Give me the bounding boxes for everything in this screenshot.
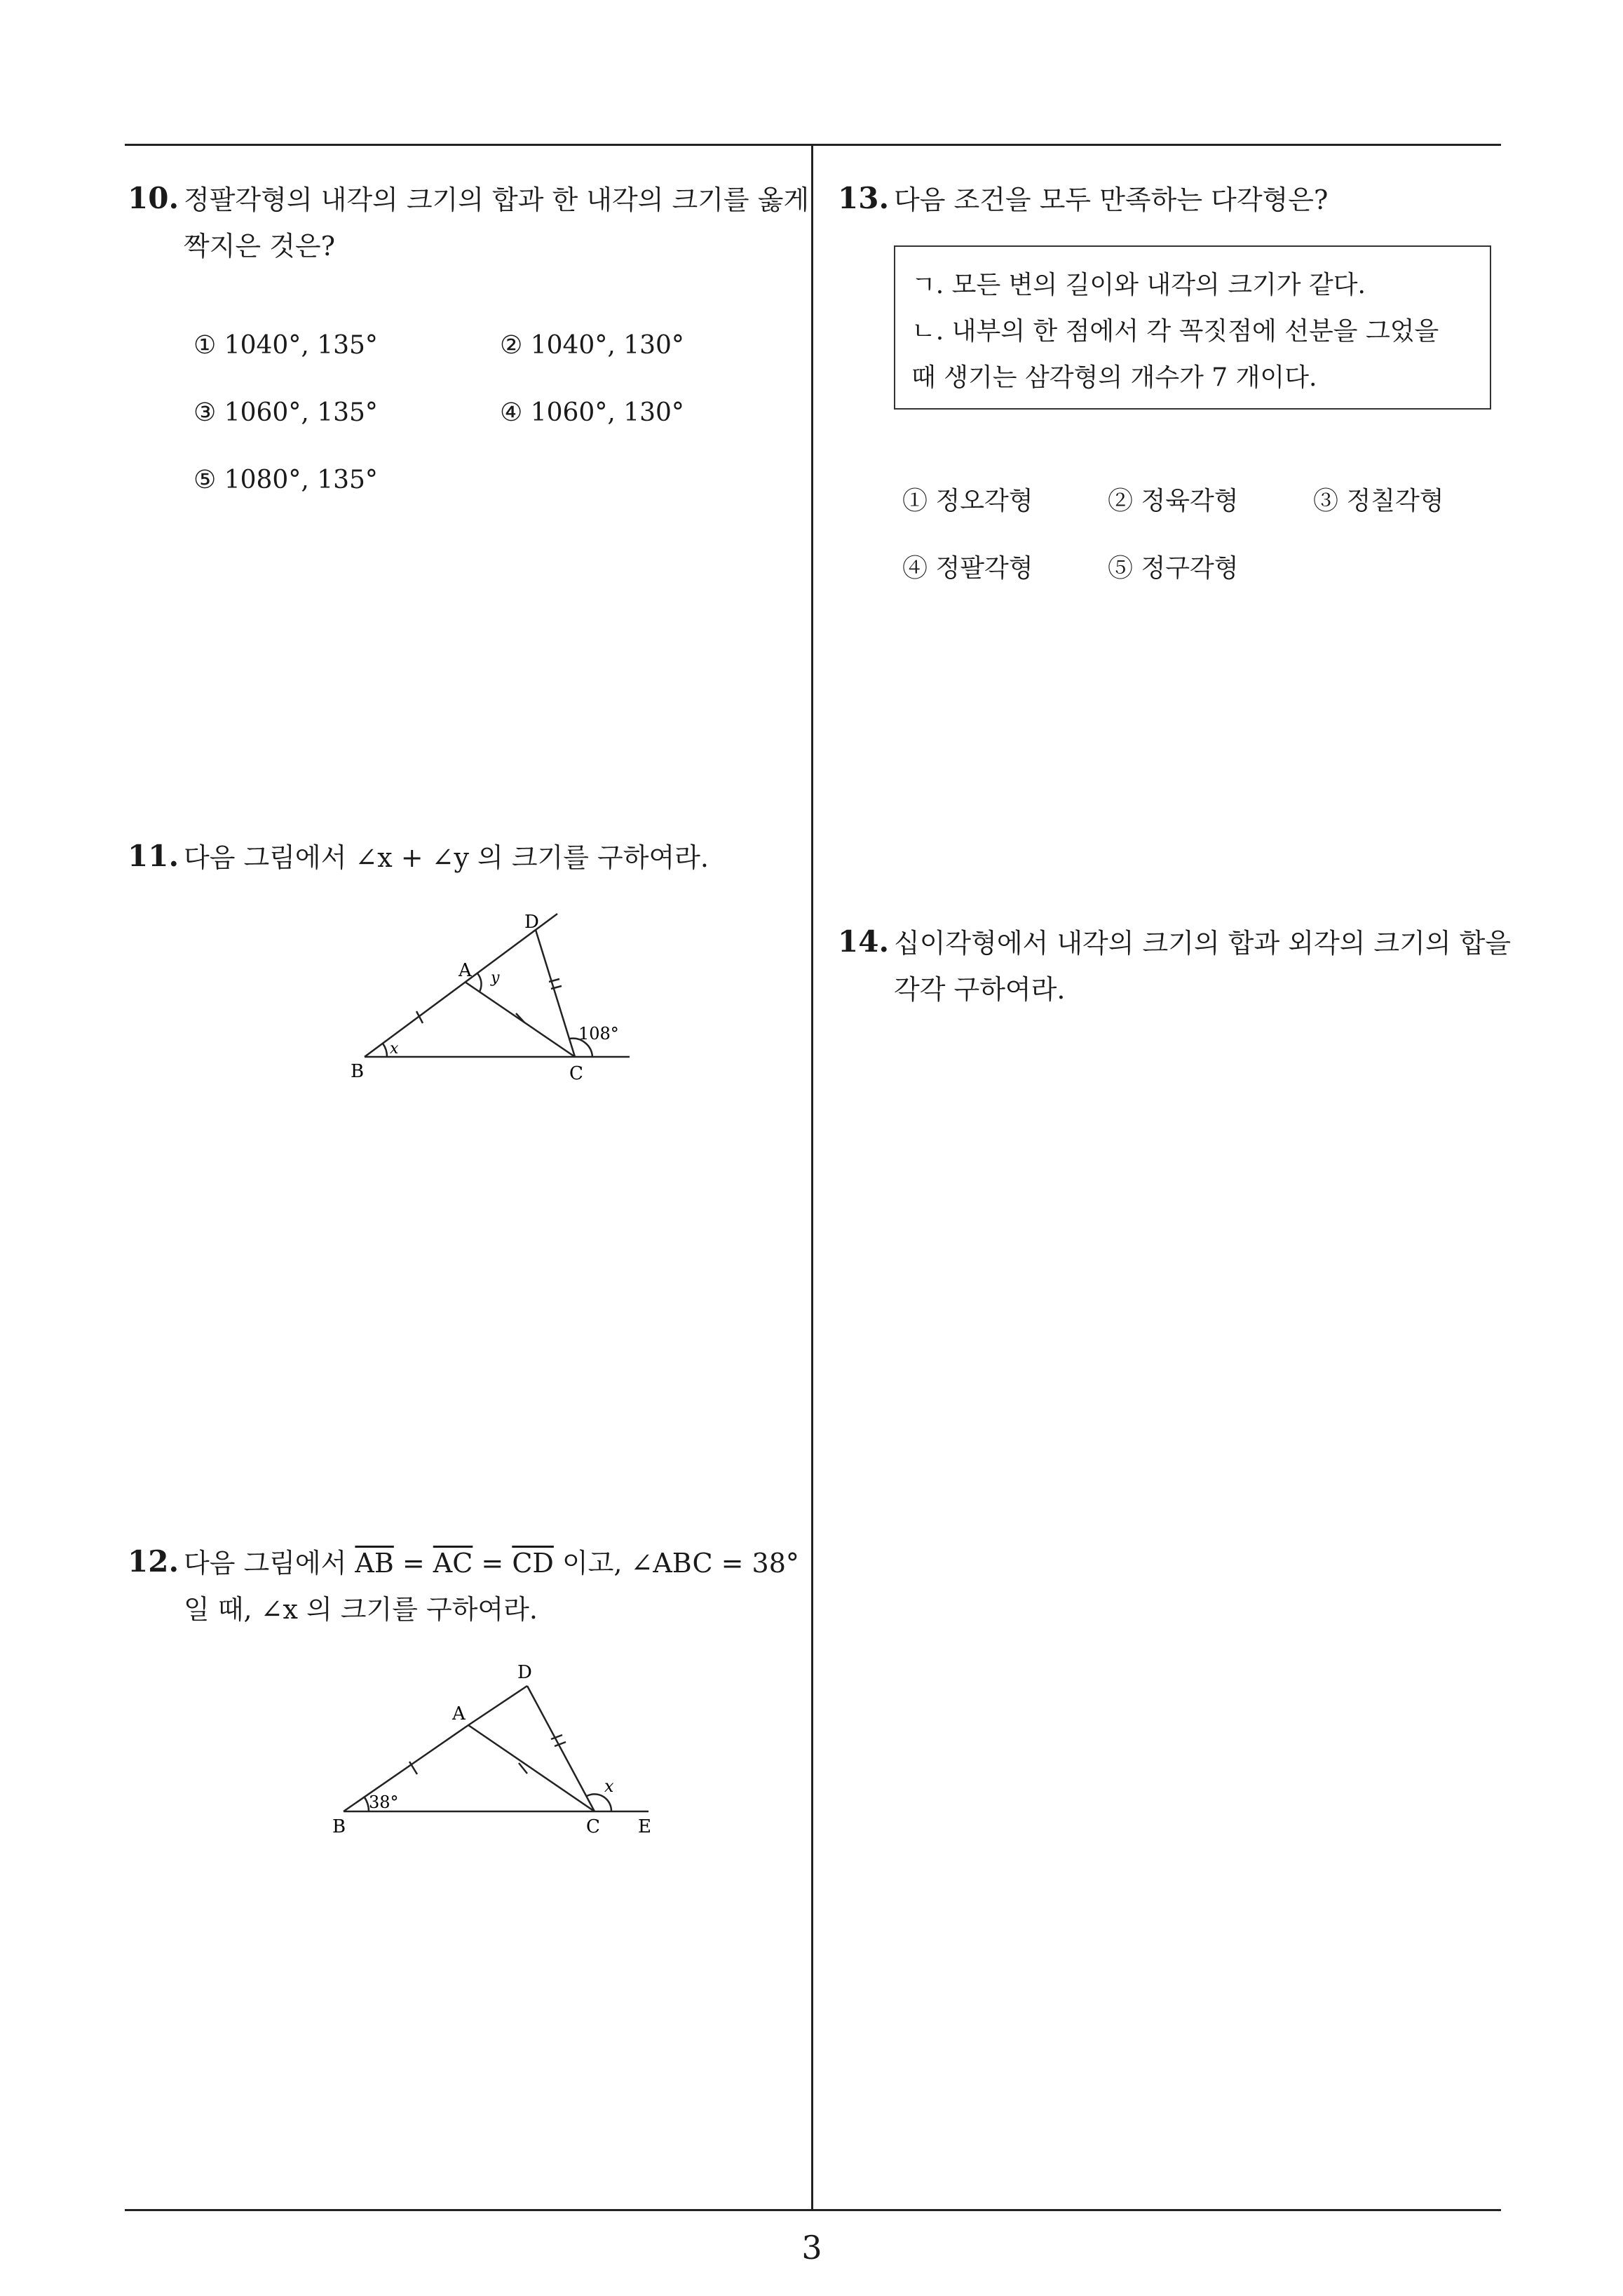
q12-eq1: = <box>393 1548 433 1579</box>
q11-label-B: B <box>351 1061 365 1082</box>
q13-option-1[interactable]: ① 정오각형 <box>902 487 1033 515</box>
q12-text-pre: 다음 그림에서 <box>184 1548 355 1579</box>
q10-line2: 짝지은 것은? <box>184 231 335 262</box>
q12-segment-cd: $\overline{CD}$ <box>512 1548 554 1579</box>
q11-label-x: x <box>390 1040 399 1058</box>
q11-text: 다음 그림에서 ∠x + ∠y 의 크기를 구하여라. <box>184 842 709 873</box>
q11-number: 11. <box>128 839 179 873</box>
q13-option-4[interactable]: ④ 정팔각형 <box>902 554 1033 583</box>
q10-option-1[interactable]: ① 1040°, 135° <box>193 331 378 360</box>
q13-option-3[interactable]: ③ 정칠각형 <box>1313 487 1444 515</box>
q13-condition-3: 때 생기는 삼각형의 개수가 7 개이다. <box>911 363 1317 392</box>
q12-segment-ac: $\overline{AC}$ <box>433 1548 473 1579</box>
q13-text: 다음 조건을 모두 만족하는 다각형은? <box>894 184 1329 215</box>
q14-line1: 십이각형에서 내각의 크기의 합과 외각의 크기의 합을 <box>894 928 1512 959</box>
q14-number: 14. <box>838 924 890 959</box>
q11-label-108: 108° <box>578 1024 619 1044</box>
q12-label-A: A <box>452 1703 466 1724</box>
q11-label-A: A <box>459 960 472 981</box>
q10-line1: 정팔각형의 내각의 크기의 합과 한 내각의 크기를 옳게 <box>184 184 810 215</box>
q13-number: 13. <box>838 181 890 215</box>
bottom-rule <box>125 2209 1501 2211</box>
q13-option-2[interactable]: ② 정육각형 <box>1108 487 1239 515</box>
q11-label-D: D <box>524 912 539 933</box>
q10-option-3[interactable]: ③ 1060°, 135° <box>193 398 378 427</box>
q13-option-5[interactable]: ⑤ 정구각형 <box>1108 554 1239 583</box>
q12-eq2: = <box>473 1548 512 1579</box>
q14-line2: 각각 구하여라. <box>894 974 1066 1005</box>
q12-line2: 일 때, ∠x 의 크기를 구하여라. <box>184 1594 538 1625</box>
q10-option-2[interactable]: ② 1040°, 130° <box>500 331 684 360</box>
q12-label-38: 38° <box>369 1792 399 1812</box>
q12-label-E: E <box>638 1816 651 1837</box>
q11-label-y: y <box>491 969 500 987</box>
q12-segment-ab: $\overline{AB}$ <box>355 1548 394 1579</box>
q12-text-post: 이고, ∠ABC = 38° <box>553 1548 799 1579</box>
q11-label-C: C <box>569 1063 583 1084</box>
page-number: 3 <box>801 2229 822 2267</box>
q12-label-B: B <box>332 1816 346 1837</box>
q12-label-x: x <box>604 1776 614 1796</box>
q10-option-4[interactable]: ④ 1060°, 130° <box>500 398 684 427</box>
q12-number: 12. <box>128 1544 179 1579</box>
q12-label-C: C <box>586 1816 600 1837</box>
q13-condition-1: ㄱ. 모든 변의 길이와 내각의 크기가 같다. <box>911 271 1366 299</box>
column-divider <box>811 144 813 2210</box>
q10-number: 10. <box>128 181 179 215</box>
q13-condition-2: ㄴ. 내부의 한 점에서 각 꼭짓점에 선분을 그었을 <box>911 317 1439 346</box>
q10-option-5[interactable]: ⑤ 1080°, 135° <box>193 466 378 494</box>
q12-line1 <box>184 1540 799 1586</box>
q12-label-D: D <box>517 1662 532 1683</box>
